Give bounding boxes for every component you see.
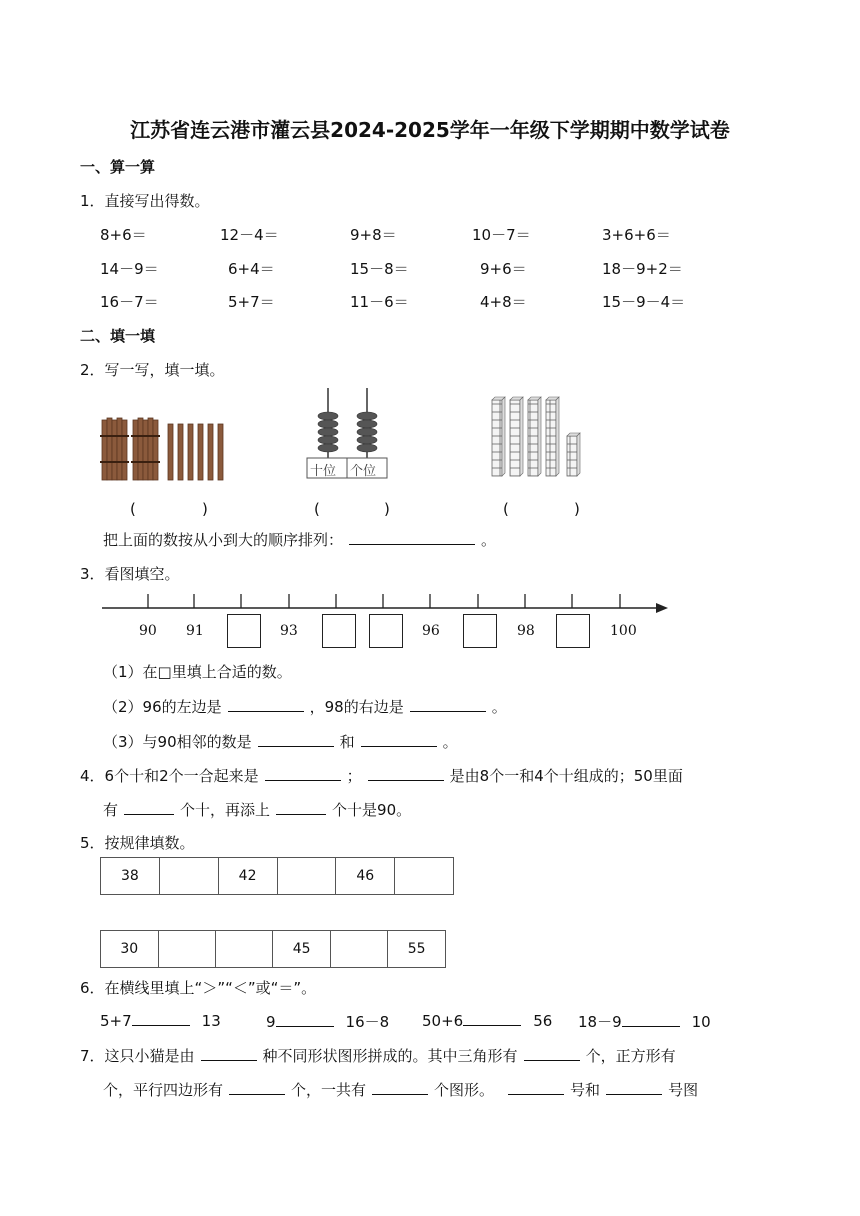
sequence-table-2 xyxy=(100,930,446,968)
problem: 9+6＝ xyxy=(480,260,527,278)
comparison-right: 13 xyxy=(201,1012,221,1030)
q7-line2 xyxy=(103,1079,698,1100)
answer-blank[interactable] xyxy=(132,1011,190,1026)
q3-sub2-text-a: （2）96的左边是 xyxy=(103,698,222,716)
answer-blank[interactable] xyxy=(368,766,444,781)
numberline-answer-box[interactable] xyxy=(463,614,497,648)
problem: 16－7＝ xyxy=(100,293,159,311)
tick-label: 93 xyxy=(280,623,298,639)
comparison-item xyxy=(100,1011,221,1030)
abacus-tens-label: 十位 xyxy=(310,464,337,479)
answer-blank[interactable] xyxy=(276,800,326,815)
abacus-ones-label: 个位 xyxy=(350,464,377,479)
sequence-blank-cell[interactable] xyxy=(277,858,336,895)
problem: 12－4＝ xyxy=(220,226,279,244)
comparison-left: 5+7 xyxy=(100,1012,132,1030)
q4-line2 xyxy=(103,799,411,820)
answer-blank[interactable] xyxy=(361,732,437,747)
sequence-table-1 xyxy=(100,857,454,895)
comparison-item xyxy=(578,1011,711,1032)
comparison-item xyxy=(266,1011,389,1032)
problem: 5+7＝ xyxy=(228,293,275,311)
q7-text-f: 个图形。 xyxy=(434,1081,495,1099)
answer-blank[interactable] xyxy=(276,1012,334,1027)
answer-blank[interactable] xyxy=(124,800,174,815)
answer-paren-close: ) xyxy=(574,500,580,518)
sequence-blank-cell[interactable] xyxy=(330,931,387,968)
comparison-right: 10 xyxy=(691,1013,711,1031)
sequence-cell: 38 xyxy=(101,858,160,895)
q1-stem: 1．直接写出得数。 xyxy=(80,192,210,210)
q5-stem: 5．按规律填数。 xyxy=(80,834,195,852)
sequence-cell: 45 xyxy=(273,931,331,968)
answer-blank[interactable] xyxy=(349,530,475,545)
problem: 3+6+6＝ xyxy=(602,226,671,244)
answer-blank[interactable] xyxy=(524,1046,580,1061)
cube-towers-image xyxy=(490,396,590,480)
q7-text-c: 个，正方形有 xyxy=(585,1047,676,1065)
q7-text-e: 个，一共有 xyxy=(291,1081,367,1099)
sequence-cell: 42 xyxy=(218,858,277,895)
answer-blank[interactable] xyxy=(228,697,304,712)
numberline-answer-box[interactable] xyxy=(227,614,261,648)
comparison-left: 50+6 xyxy=(422,1012,464,1030)
q2-order-line xyxy=(103,529,496,550)
comparison-left: 18－9 xyxy=(578,1013,622,1031)
q3-sub3 xyxy=(103,731,458,752)
q3-sub2-text-b: ，98的右边是 xyxy=(309,698,404,716)
tick-label: 91 xyxy=(186,623,204,639)
answer-paren-open: ( xyxy=(314,500,320,518)
answer-paren-open: ( xyxy=(130,500,136,518)
sequence-blank-cell[interactable] xyxy=(215,931,272,968)
sequence-blank-cell[interactable] xyxy=(158,931,215,968)
tick-label: 96 xyxy=(422,623,440,639)
q4-text-a: 4．6个十和2个一合起来是 xyxy=(80,767,259,785)
q3-sub3-text-b: 和 xyxy=(339,733,355,751)
answer-blank[interactable] xyxy=(410,697,486,712)
sequence-blank-cell[interactable] xyxy=(159,858,218,895)
problem: 4+8＝ xyxy=(480,293,527,311)
answer-blank[interactable] xyxy=(258,732,334,747)
tick-label: 90 xyxy=(139,623,157,639)
sequence-cell: 30 xyxy=(101,931,159,968)
tick-label: 100 xyxy=(610,623,637,639)
sticks-bundle-image xyxy=(100,414,230,484)
comparison-item xyxy=(422,1011,552,1030)
q3-sub1: （1）在□里填上合适的数。 xyxy=(103,663,292,681)
problem: 11－6＝ xyxy=(350,293,409,311)
problem: 10－7＝ xyxy=(472,226,531,244)
answer-blank[interactable] xyxy=(622,1012,680,1027)
q6-stem: 6．在横线里填上“＞”“＜”或“＝”。 xyxy=(80,979,317,997)
answer-blank[interactable] xyxy=(372,1080,428,1095)
comparison-right: 16－8 xyxy=(345,1013,390,1031)
answer-blank[interactable] xyxy=(463,1011,521,1026)
q7-line1 xyxy=(80,1045,676,1066)
section-heading-2: 二、填一填 xyxy=(80,327,156,345)
q3-sub2-text-c: 。 xyxy=(491,698,507,716)
q7-text-d: 个，平行四边形有 xyxy=(103,1081,224,1099)
numberline-answer-box[interactable] xyxy=(369,614,403,648)
q4-text-c: 是由8个一和4个十组成的；50里面 xyxy=(449,767,683,785)
q7-text-g: 号和 xyxy=(570,1081,601,1099)
answer-blank[interactable] xyxy=(201,1046,257,1061)
q3-sub2 xyxy=(103,696,507,717)
problem: 15－8＝ xyxy=(350,260,409,278)
problem: 15－9－4＝ xyxy=(602,293,686,311)
answer-paren-close: ) xyxy=(384,500,390,518)
q7-text-a: 7．这只小猫是由 xyxy=(80,1047,195,1065)
q2-stem: 2．写一写，填一填。 xyxy=(80,361,225,379)
q7-text-h: 号图 xyxy=(668,1081,699,1099)
page-title: 江苏省连云港市灌云县2024-2025学年一年级下学期期中数学试卷 xyxy=(130,118,730,142)
answer-paren-close: ) xyxy=(202,500,208,518)
q3-sub3-text-c: 。 xyxy=(442,733,458,751)
q4-text-e: 个十，再添上 xyxy=(180,801,271,819)
sequence-cell: 55 xyxy=(388,931,446,968)
problem: 8+6＝ xyxy=(100,226,147,244)
tick-label: 98 xyxy=(517,623,535,639)
q4-text-d: 有 xyxy=(103,801,119,819)
numberline-answer-box[interactable] xyxy=(322,614,356,648)
number-line xyxy=(100,588,670,614)
problem: 6+4＝ xyxy=(228,260,275,278)
sequence-blank-cell[interactable] xyxy=(395,858,454,895)
problem: 14－9＝ xyxy=(100,260,159,278)
q4-line1 xyxy=(80,765,683,786)
problem: 9+8＝ xyxy=(350,226,397,244)
answer-paren-open: ( xyxy=(503,500,509,518)
comparison-left: 9 xyxy=(266,1013,276,1031)
q3-stem: 3．看图填空。 xyxy=(80,565,180,583)
answer-blank[interactable] xyxy=(508,1080,564,1095)
sequence-cell: 46 xyxy=(336,858,395,895)
comparison-right: 56 xyxy=(533,1012,553,1030)
q4-text-f: 个十是90。 xyxy=(332,801,412,819)
numberline-answer-box[interactable] xyxy=(556,614,590,648)
q4-text-b: ； xyxy=(346,767,362,785)
answer-blank[interactable] xyxy=(265,766,341,781)
section-heading-1: 一、算一算 xyxy=(80,158,156,176)
q2-order-prefix: 把上面的数按从小到大的顺序排列： xyxy=(103,531,344,549)
q2-order-suffix: 。 xyxy=(481,531,497,549)
q3-sub3-text-a: （3）与90相邻的数是 xyxy=(103,733,252,751)
answer-blank[interactable] xyxy=(606,1080,662,1095)
problem: 18－9+2＝ xyxy=(602,260,683,278)
q7-text-b: 种不同形状图形拼成的。其中三角形有 xyxy=(262,1047,518,1065)
answer-blank[interactable] xyxy=(229,1080,285,1095)
